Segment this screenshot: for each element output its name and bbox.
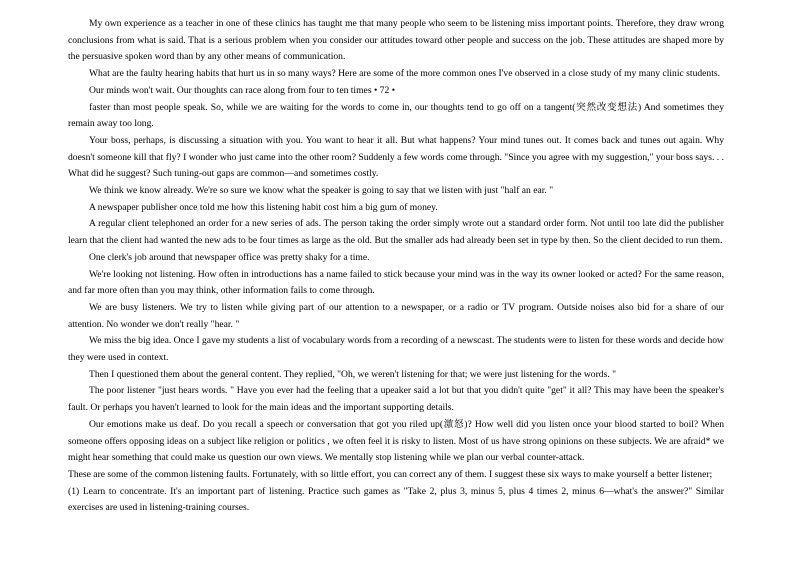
paragraph-newspaper-publisher: A newspaper publisher once told me how this listening habit cost him a big gum of money. — [89, 201, 438, 213]
paragraph-clerk-job: One clerk's job around that newspaper office was pretty shaky for a time. — [89, 251, 370, 263]
paragraph-faulty-habits-question: What are the faulty hearing habits that hurt us in so many ways? Here are some of the more common ones I've observed in a close study of my many clinic students. — [89, 68, 721, 80]
paragraph-emotions-deaf: Our emotions make us deaf. Do you recall a speech or conversation that got you riled up(激怒)? How well did you listen once your blood started to boil? When someone offers opposing ideas on a subject like religion or politics , we often feel it is risky to listen. Most of us have strong opinions on these subjects. We are afraid* we might hear something that could make us question our own views. We mentally stop listening while we plan our verbal counter-attack. — [68, 418, 724, 464]
paragraph-common-faults: These are some of the common listening faults. Fortunately, with so little effort, you can correct any of them. I suggest these six ways to make yourself a better listener; — [68, 468, 713, 480]
paragraph-questioned-students: Then I questioned them about the general content. They replied, "Oh, we weren't listening for that; we were just listening for the words. " — [89, 368, 617, 380]
paragraph-busy-listeners: We are busy listeners. We try to listen while giving part of our attention to a newspaper, or a radio or TV program. Outside noises also bid for a share of our attention. No wonder we don't really "hear. " — [68, 301, 724, 330]
paragraph-learn-to-concentrate: (1) Learn to concentrate. It's an important part of listening. Practice such games as "Take 2, plus 3, minus 5, plus 4 times 2, minus 6—what's the answer?" Similar exercises are used in listening-training courses. — [68, 485, 724, 514]
document-page — [68, 16, 724, 517]
paragraph-minds-wont-wait: Our minds won't wait. Our thoughts can race along from four to ten times • 72 • — [89, 84, 396, 96]
paragraph-think-we-know: We think we know already. We're so sure we know what the speaker is going to say that we listen with just "half an ear. " — [89, 185, 554, 197]
paragraph-faster-than-speech: faster than most people speak. So, while we are waiting for the words to come in, our thoughts tend to go off on a tangent(突然改变想法) And sometimes they remain away too long. — [68, 101, 724, 130]
paragraph-boss-example: Your boss, perhaps, is discussing a situation with you. You want to hear it all. But what happens? Your mind tunes out. It comes back and tunes out again. Why doesn't someone kill that fly? I wonder who just came into the other room? Suddenly a few words come through. "Since you agree with my suggestion," your boss says. . . What did he suggest? Such tuning-out gaps are common—and sometimes costly. — [68, 134, 724, 180]
paragraph-teacher-experience: My own experience as a teacher in one of these clinics has taught me that many people who seem to be listening miss important points. Therefore, they draw wrong conclusions from what is said. That is a serious problem when you consider our attitudes toward other people and success on the job. These attitudes are shaped more by the persuasive spoken word than by any other means of communication. — [68, 18, 724, 63]
paragraph-looking-not-listening: We're looking not listening. How often in introductions has a name failed to stick because your mind was in the way its owner looked or acted? For the same reason, and far more often than you may think, other information fails to come through. — [68, 268, 724, 297]
paragraph-client-order: A regular client telephoned an order for a new series of ads. The person taking the order simply wrote out a standard order form. Not until too late did the publisher learn that the client had wanted the new ads to be four times as large as the old. But the smaller ads had already been set in type by then. So the client decided to run them. — [68, 218, 724, 247]
paragraph-poor-listener: The poor listener "just hears words. " Have you ever had the feeling that a upeaker said a lot but that you didn't quite "get" it all? This may have been the speaker's fault. Or perhaps you haven't learned to look for the main ideas and the important supporting details. — [68, 385, 724, 414]
paragraph-miss-big-idea: We miss the big idea. Once I gave my students a list of vocabulary words from a recording of a newscast. The students were to listen for these words and decide how they were used in context. — [68, 335, 724, 364]
